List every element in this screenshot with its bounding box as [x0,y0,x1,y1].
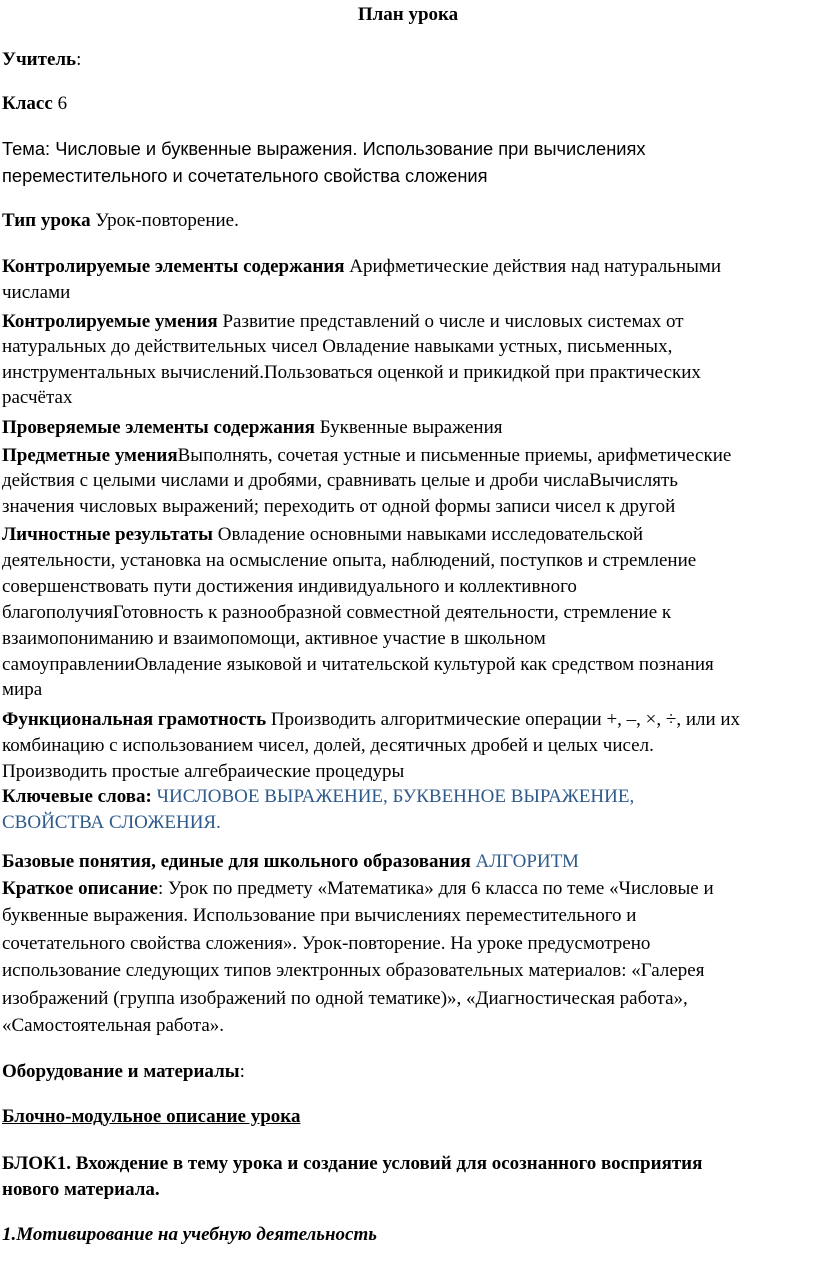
controlled-elements-line-2: числами [2,282,71,303]
checked-elements-label: Проверяемые элементы содержания [2,417,315,438]
summary-line-6: «Самостоятельная работа». [2,1015,225,1036]
summary-text: : Урок по предмету «Математика» для 6 класса по теме «Числовые и [157,878,714,899]
controlled-elements-line-1 [2,254,721,280]
personal-results-line-6: самоуправленииОвладение языковой и читательской культурой как средством познания [2,654,714,675]
topic-line-2: переместительного и сочетательного свойства сложения [2,165,488,186]
keywords-line-2: СВОЙСТВА СЛОЖЕНИЯ. [2,812,221,833]
topic-line-1: Тема: Числовые и буквенные выражения. Использование при вычислениях [2,138,646,159]
summary-line-4: использование следующих типов электронных образовательных материалов: «Галерея [2,960,705,981]
controlled-skills-line-3: инструментальных вычислений.Пользоваться оценкой и прикидкой при практических [2,362,701,383]
subject-skills-line-3: значения числовых выражений; переходить от одной формы записи чисел к другой [2,496,676,517]
equipment-label: Оборудование и материалы [2,1061,240,1082]
controlled-skills-line-1 [2,309,684,335]
personal-results-line-1 [2,522,643,548]
controlled-skills-line-2: натуральных до действительных чисел Овладение навыками устных, письменных, [2,336,673,357]
basic-concepts-label: Базовые понятия, единые для школьного образования [2,851,471,872]
block1-heading-line-2: нового материала. [2,1179,160,1200]
basic-concepts-line [2,849,579,875]
class-label: Класс [2,93,53,114]
teacher-line [2,47,81,73]
summary-line-1 [2,876,714,902]
equipment-colon: : [239,1061,245,1082]
controlled-elements-label: Контролируемые элементы содержания [2,256,345,277]
class-value: 6 [52,93,68,114]
equipment-line [2,1059,245,1085]
summary-line-2: буквенные выражения. Использование при вычислениях переместительного и [2,905,637,926]
subject-skills-label: Предметные умения [2,445,178,466]
controlled-skills-line-4: расчётах [2,387,73,408]
controlled-skills-text: Развитие представлений о числе и числовых системах от [217,311,684,332]
teacher-colon: : [76,49,82,70]
personal-results-line-7: мира [2,679,43,700]
block-modular-heading: Блочно-модульное описание урока [2,1106,301,1127]
personal-results-line-2: деятельности, установка на осмысление опыта, наблюдений, поступков и стремление [2,550,697,571]
teacher-label: Учитель [2,49,77,70]
controlled-skills-label: Контролируемые умения [2,311,218,332]
checked-elements-text: Буквенные выражения [314,417,503,438]
summary-line-5: изображений (группа изображений по одной тематике)», «Диагностическая работа», [2,988,688,1009]
personal-results-text: Овладение основными навыками исследовательской [213,524,644,545]
keywords-line-1 [2,784,634,810]
subject-skills-line-1 [2,443,731,469]
checked-elements-line [2,415,503,441]
basic-concepts-text: АЛГОРИТМ [470,851,579,872]
subject-skills-line-2: действия с целыми числами и дробями, сравнивать целые и дроби числаВычислять [2,470,678,491]
functional-literacy-label: Функциональная грамотность [2,709,267,730]
block1-heading-line-1: БЛОК1. Вхождение в тему урока и создание условий для осознанного восприятия [2,1153,703,1174]
functional-literacy-line-1 [2,707,740,733]
functional-literacy-text: Производить алгоритмические операции +, –, ×, ÷, или их [266,709,741,730]
personal-results-line-4: благополучияГотовность к разнообразной совместной деятельности, стремление к [2,602,672,623]
functional-literacy-line-2: комбинацию с использованием чисел, долей, десятичных дробей и целых чисел. [2,735,654,756]
lesson-type-value: Урок-повторение. [90,210,239,231]
summary-label: Краткое описание [2,878,158,899]
personal-results-line-5: взаимопониманию и взаимопомощи, активное участие в школьном [2,628,546,649]
keywords-label: Ключевые слова: [2,786,152,807]
class-line [2,91,67,117]
document-title: План урока [357,4,459,25]
lesson-type-label: Тип урока [2,210,91,231]
functional-literacy-line-3: Производить простые алгебраические процедуры [2,761,405,782]
subject-skills-text: Выполнять, сочетая устные и письменные приемы, арифметические [177,445,732,466]
personal-results-line-3: совершенствовать пути достижения индивидуального и коллективного [2,576,577,597]
controlled-elements-text: Арифметические действия над натуральными [344,256,722,277]
motivation-heading: 1.Мотивирование на учебную деятельность [2,1224,377,1245]
lesson-type-line [2,208,239,234]
keywords-text: ЧИСЛОВОЕ ВЫРАЖЕНИЕ, БУКВЕННОЕ ВЫРАЖЕНИЕ, [151,786,635,807]
summary-line-3: сочетательного свойства сложения». Урок-повторение. На уроке предусмотрено [2,933,651,954]
personal-results-label: Личностные результаты [2,524,213,545]
